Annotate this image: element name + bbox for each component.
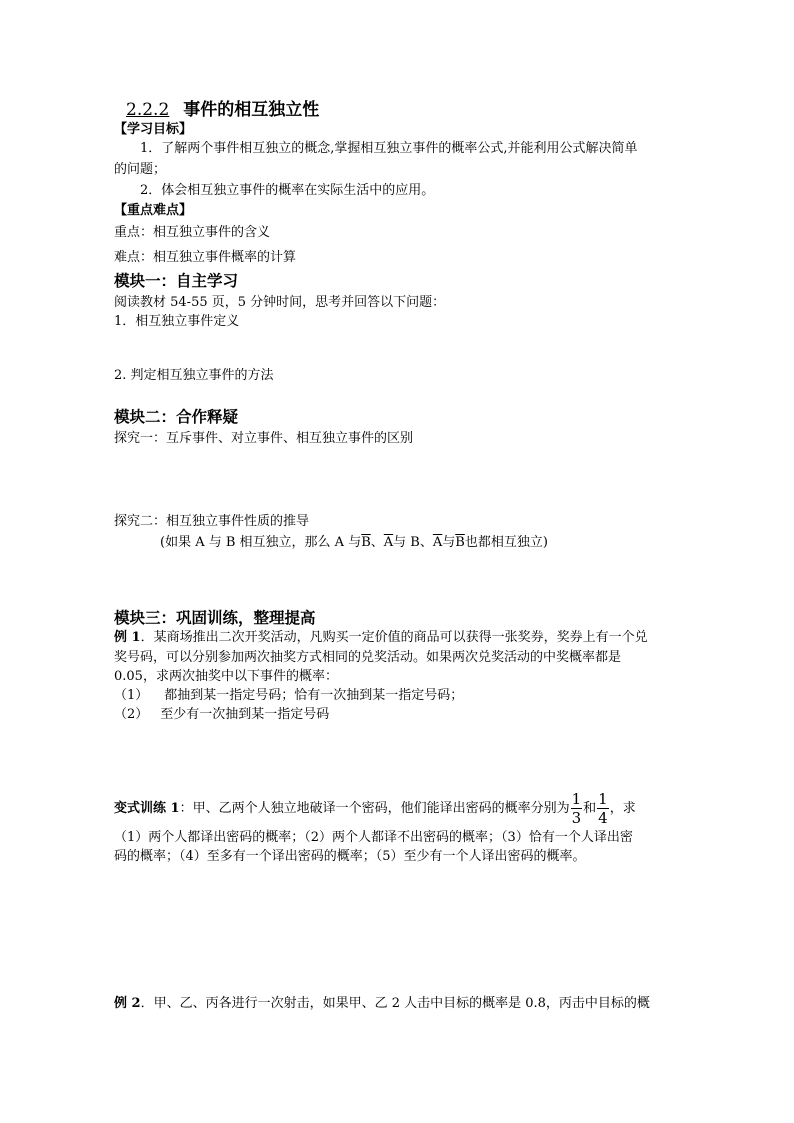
variant-1-label: 变式训练 1 <box>114 801 180 816</box>
example-2-line-1: 例 2．甲、乙、丙各进行一次射击，如果甲、乙 2 人击中目标的概率是 0.8，丙击中目标的概 <box>114 996 650 1011</box>
objectives-heading: 【学习目标】 <box>114 122 193 137</box>
objective-1-line-2: 的问题； <box>114 162 167 177</box>
example-1-line-2: 奖号码，可以分别参加两次抽奖方式相同的兑奖活动。如果两次兑奖活动的中奖概率都是 <box>114 650 622 665</box>
module-1-question-1: 1．相互独立事件定义 <box>114 314 240 329</box>
variant-1-line-1: 变式训练 1：甲、乙两个人独立地破译一个密码，他们能译出密码的概率分别为 $\frac{1}{3}$ 和 $\frac{1}{4}$ ，求 <box>114 790 636 827</box>
fraction-one-third: $\frac{1}{3}$ <box>571 790 582 827</box>
explore-1: 探究一：互斥事件、对立事件、相互独立事件的区别 <box>114 431 414 446</box>
objective-1-line-1: 1．了解两个事件相互独立的概念,掌握相互独立事件的概率公式,并能利用公式解决简单 <box>140 141 638 156</box>
independence-note: (如果 A 与 B 相互独立，那么 A 与$\overline{B}$、$\overline{A}$与 B、$\overline{A}$与$\overline{B}$也都相互独立) <box>160 535 548 550</box>
b-complement: $\overline{B}$ <box>455 535 465 550</box>
example-1-label: 例 1 <box>114 630 141 645</box>
module-1-question-2: 2. 判定相互独立事件的方法 <box>114 368 274 383</box>
b-complement: $\overline{B}$ <box>361 535 371 550</box>
module-2-heading: 模块二：合作释疑 <box>114 408 239 426</box>
fraction-one-quarter: $\frac{1}{4}$ <box>598 790 608 827</box>
variant-1-line-2: （1）两个人都译出密码的概率；（2）两个人都译不出密码的概率；（3）恰有一个人译出密 <box>114 830 633 845</box>
example-2-label: 例 2 <box>114 996 141 1011</box>
example-1-sub-2: （2） 至少有一次抽到某一指定号码 <box>114 707 330 722</box>
module-3-heading: 模块三：巩固训练，整理提高 <box>114 609 316 627</box>
a-complement: $\overline{A}$ <box>383 535 394 550</box>
example-1-line-3: 0.05，求两次抽奖中以下事件的概率： <box>114 669 338 684</box>
explore-2: 探究二：相互独立事件性质的推导 <box>114 514 310 529</box>
module-1-intro: 阅读教材 54-55 页，5 分钟时间，思考并回答以下问题： <box>114 295 446 310</box>
key-points-heading: 【重点难点】 <box>114 203 193 218</box>
variant-1-line-3: 码的概率；（4）至多有一个译出密码的概率；（5）至少有一个人译出密码的概率。 <box>114 849 586 864</box>
section-number: 2.2.2 <box>126 100 170 120</box>
objective-2: 2．体会相互独立事件的概率在实际生活中的应用。 <box>140 183 435 198</box>
key-point: 重点：相互独立事件的含义 <box>114 225 271 240</box>
title-text: 事件的相互独立性 <box>183 100 320 120</box>
example-1-line-1: 例 1．某商场推出二次开奖活动，凡购买一定价值的商品可以获得一张奖券，奖券上有一个兑 <box>114 630 648 645</box>
module-1-heading: 模块一：自主学习 <box>114 272 239 290</box>
page-title <box>126 100 319 120</box>
example-1-sub-1: （1） 都抽到某一指定号码；恰有一次抽到某一指定号码； <box>114 688 464 703</box>
difficult-point: 难点：相互独立事件概率的计算 <box>114 250 297 265</box>
a-complement: $\overline{A}$ <box>432 535 443 550</box>
